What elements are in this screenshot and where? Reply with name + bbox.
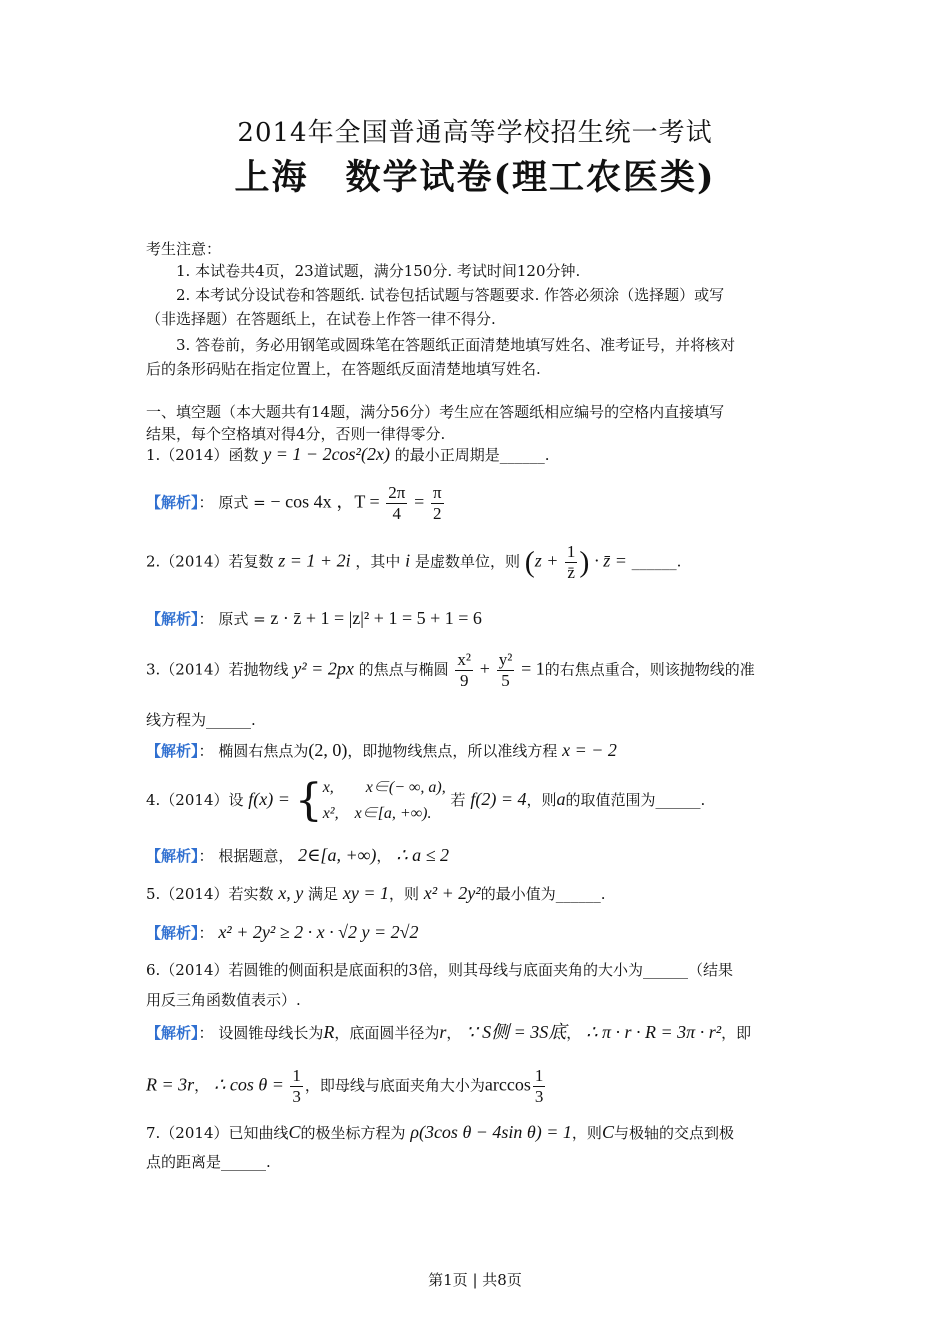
q1-sol-formula: − cos 4x: [270, 491, 332, 512]
q6-sol2-a: ，: [194, 1076, 210, 1095]
q3-eq1: = 1: [521, 658, 545, 679]
solution-4: [146, 845, 449, 866]
q2-prefix: 2.（2014）若复数: [146, 552, 274, 571]
q4-sol-b: ，: [376, 847, 392, 865]
q1-frac1-den: 4: [392, 504, 401, 523]
q6-sol-d: ，: [566, 1024, 582, 1042]
jiexi-label: 【解析】: [146, 493, 199, 512]
q6-sol2-f3: arccos: [484, 1074, 531, 1095]
q1-frac2-num: π: [433, 483, 442, 502]
page-footer: 第1页 | 共8页: [428, 1271, 522, 1289]
q5-sol-formula: x² + 2y² ≥ 2 · x · √2 y = 2√2: [218, 922, 419, 942]
jiexi-label: 【解析】: [146, 610, 199, 628]
q6-frac2-den: 3: [534, 1087, 544, 1106]
q1-frac1-num: 2π: [388, 483, 406, 502]
exam-title: 2014年全国普通高等学校招生统一考试: [237, 118, 713, 148]
q4-mid2: ，则: [526, 791, 557, 809]
solution-1: [146, 483, 446, 524]
q1-frac-1: [386, 483, 407, 524]
q4-fx: f(x) =: [248, 789, 290, 809]
q1-suffix: 的最小正周期是______.: [394, 446, 550, 464]
q4-a: a: [556, 789, 566, 809]
q2-i: i: [405, 550, 411, 571]
question-4: [146, 775, 705, 827]
q3-frac1-num: x²: [457, 650, 471, 669]
q6-R: R: [323, 1022, 335, 1042]
q1-sol-eq: =: [414, 491, 425, 512]
solution-6: [146, 1022, 751, 1043]
q2-mid: ，其中: [355, 552, 401, 571]
q4-cond: f(2) = 4: [470, 789, 527, 809]
colon: ：: [198, 742, 214, 760]
colon: ：: [198, 847, 214, 865]
q1-prefix: 1.（2014）函数: [146, 446, 259, 464]
q5-suffix: 的最小值为______.: [480, 885, 606, 903]
q6-r: r: [439, 1022, 447, 1042]
question-6-line2: 用反三角函数值表示）.: [146, 991, 301, 1009]
q2-mid2: 是虚数单位，则: [414, 552, 520, 571]
q3-sol-point: (2, 0): [308, 740, 348, 760]
solution-5: [146, 922, 419, 943]
q3-frac2-den: 5: [501, 671, 510, 690]
q5-xy: x, y: [278, 883, 304, 903]
q2-paren-right: ): [579, 545, 590, 579]
q1-sol-prefix: 原式 =: [218, 493, 271, 512]
q2-sol-prefix: 原式 =: [218, 610, 271, 628]
notice-heading: 考生注意：: [146, 240, 222, 258]
question-5: [146, 883, 605, 904]
q3-frac-1: [455, 650, 473, 691]
notice-item-3b: 后的条形码贴在指定位置上，在答题纸反面清楚地填写姓名.: [146, 360, 541, 378]
colon: ：: [198, 610, 214, 628]
q6-frac-2: [533, 1066, 546, 1107]
q3-plus: +: [479, 658, 490, 679]
question-6-line1: 6.（2014）若圆锥的侧面积是底面积的3倍，则其母线与底面夹角的大小为______（结果: [146, 961, 734, 979]
question-1: [146, 444, 550, 465]
q2-paren-left: (: [524, 545, 535, 579]
notice-item-1: 1. 本试卷共4页，23道试题，满分150分. 考试时间120分钟.: [176, 262, 581, 280]
q2-frac: [565, 542, 578, 583]
jiexi-label: 【解析】: [146, 847, 199, 865]
q7-mid: 的极坐标方程为: [300, 1124, 406, 1142]
q1-sol-mid: ，T =: [336, 491, 385, 512]
q4-cases: [323, 775, 446, 827]
q4-mid: 若: [450, 791, 466, 809]
q5-mid: 满足: [308, 885, 339, 903]
q1-formula: y = 1 − 2cos²(2x): [263, 444, 390, 464]
q5-mid2: ，则: [388, 885, 419, 903]
q2-frac-den: z̄: [567, 563, 575, 582]
question-7: [146, 1122, 734, 1143]
q3-prefix: 3.（2014）若抛物线: [146, 660, 289, 679]
q2-frac-num: 1: [566, 542, 576, 561]
colon: ：: [198, 924, 214, 942]
q3-sol-formula: x = − 2: [562, 740, 617, 760]
q4-sol-f1: 2∈[a, +∞): [298, 845, 377, 865]
q6-frac2-num: 1: [534, 1066, 544, 1085]
q3-frac-2: [497, 650, 515, 691]
q7-suffix: 与极轴的交点到极: [613, 1124, 734, 1142]
q3-sol-b: ，即抛物线焦点，所以准线方程: [347, 742, 558, 760]
q6-frac1-den: 3: [292, 1087, 301, 1106]
q5-prefix: 5.（2014）若实数: [146, 885, 274, 903]
q7-C: C: [288, 1122, 301, 1142]
q6-sol-f2: ∴ π · r · R = 3π · r²: [586, 1022, 722, 1042]
q5-cond: xy = 1: [342, 883, 389, 903]
q7-C-2: C: [601, 1122, 614, 1142]
q4-sol-f2: ∴ a ≤ 2: [396, 845, 450, 865]
paper-title: 上海 数学试卷(理工农医类): [234, 157, 716, 198]
q6-sol-b: ，底面圆半径为: [334, 1024, 440, 1042]
q1-frac2-den: 2: [433, 504, 442, 523]
q4-brace: {: [294, 775, 323, 826]
solution-2: [146, 608, 482, 629]
q2-formula-a: z +: [534, 550, 563, 571]
q4-suffix: 的取值范围为______.: [565, 791, 706, 809]
jiexi-label: 【解析】: [146, 924, 199, 942]
q3-sol-a: 椭圆右焦点为: [218, 742, 309, 760]
q4-case-2: x², x∈[a, +∞).: [322, 805, 432, 822]
q6-frac-1: [290, 1066, 303, 1107]
q2-z: z = 1 + 2i: [278, 550, 351, 571]
q4-case-1: x, x∈(− ∞, a),: [322, 779, 446, 796]
q6-sol-c: ，: [446, 1024, 462, 1042]
q1-frac-2: [431, 483, 444, 524]
question-2: [146, 542, 681, 583]
notice-item-2a: 2. 本考试分设试卷和答题纸. 试卷包括试题与答题要求. 作答必须涂（选择题）或写: [176, 286, 725, 304]
question-3: [146, 650, 755, 691]
colon: ：: [198, 493, 214, 512]
q4-sol-a: 根据题意，: [218, 847, 294, 865]
q2-formula-b: · z̄ =: [594, 550, 627, 571]
q6-sol2-f2: ∴ cos θ =: [213, 1074, 289, 1095]
jiexi-label: 【解析】: [146, 742, 199, 760]
q3-suffix: 的右焦点重合，则该抛物线的准: [544, 660, 755, 679]
q6-sol2-b: ，即母线与底面夹角大小为: [304, 1076, 485, 1095]
question-7-line2: 点的距离是______.: [146, 1153, 271, 1171]
solution-6-line2: [146, 1066, 547, 1107]
q6-frac1-num: 1: [292, 1066, 301, 1085]
section-intro-a: 一、填空题（本大题共有14题，满分56分）考生应在答题纸相应编号的空格内直接填写: [146, 403, 725, 421]
q7-prefix: 7.（2014）已知曲线: [146, 1124, 289, 1142]
section-intro-b: 结果，每个空格填对得4分，否则一律得零分.: [146, 425, 446, 443]
q3-frac1-den: 9: [459, 671, 469, 690]
q5-expr: x² + 2y²: [423, 883, 481, 903]
solution-3: [146, 740, 617, 761]
q6-sol-a: 设圆锥母线长为: [218, 1024, 324, 1042]
q6-sol2-f1: R = 3r: [146, 1074, 195, 1095]
jiexi-label: 【解析】: [146, 1024, 199, 1042]
colon: ：: [198, 1024, 214, 1042]
notice-item-3a: 3. 答卷前，务必用钢笔或圆珠笔在答题纸正面清楚地填写姓名、准考证号，并将核对: [176, 336, 736, 354]
q2-sol-formula: z · z̄ + 1 = |z|² + 1 = 5 + 1 = 6: [270, 608, 482, 628]
q7-formula: ρ(3cos θ − 4sin θ) = 1: [410, 1122, 572, 1142]
q6-sol-f1: ∵ S侧 = 3S底: [466, 1022, 567, 1042]
notice-item-2b: （非选择题）在答题纸上，在试卷上作答一律不得分.: [146, 310, 496, 328]
q6-sol-e: ，即: [721, 1024, 752, 1042]
q3-formula1: y² = 2px: [293, 658, 354, 679]
q3-mid: 的焦点与椭圆: [358, 660, 449, 679]
q2-suffix: ______.: [631, 552, 682, 571]
q4-prefix: 4.（2014）设: [146, 791, 244, 809]
question-3-line2: 线方程为______.: [146, 711, 256, 729]
q7-mid2: ，则: [571, 1124, 602, 1142]
q3-frac2-num: y²: [498, 650, 513, 669]
